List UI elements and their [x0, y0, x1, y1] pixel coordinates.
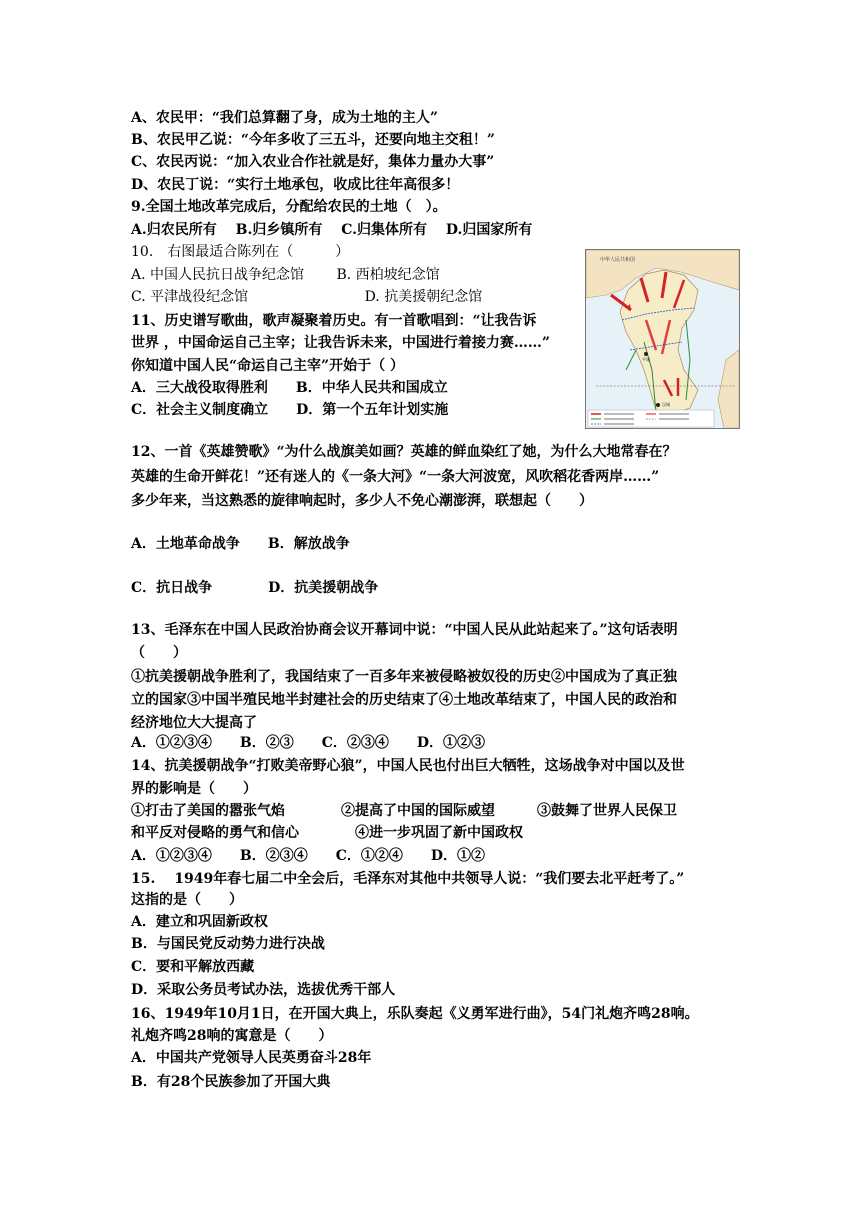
text-line: A.归农民所有 B.归乡镇所有 C.归集体所有 D.归国家所有: [131, 222, 533, 238]
text-line: A．中国共产党领导人民英勇奋斗28年: [131, 1050, 372, 1066]
text-line: 世界 ，中国命运自己主宰；让我告诉未来，中国进行着接力赛……”: [131, 335, 550, 351]
text-line: C．社会主义制度确立 D．第一个五年计划实施: [131, 402, 449, 418]
text-line: 多少年来，当这熟悉的旋律响起时，多少人不免心潮澎湃，联想起（ ）: [131, 493, 593, 509]
text-line: 经济地位大大提高了: [131, 715, 257, 731]
text-line: （ ）: [131, 645, 187, 661]
text-line: B．有28个民族参加了开国大典: [131, 1074, 331, 1090]
text-line: 14、抗美援朝战争“打败美帝野心狼”，中国人民也付出巨大牺牲，这场战争对中国以及世: [131, 758, 685, 774]
text-line: ①抗美援朝战争胜利了，我国结束了一百多年来被侵略被奴役的历史②中国成为了真正独: [131, 669, 677, 685]
text-line: A．三大战役取得胜利 B．中华人民共和国成立: [131, 380, 448, 396]
text-line: 礼炮齐鸣28响的寓意是（ ）: [131, 1028, 333, 1044]
korean-war-map-figure: [585, 249, 740, 429]
text-line: 11、历史谱写歌曲，歌声凝聚着历史。有一首歌唱到：“让我告诉: [131, 313, 537, 329]
text-line: 英雄的生命开鲜花！”还有迷人的《一条大河》“一条大河波宽，风吹稻花香两岸……”: [131, 469, 660, 485]
text-line: ①打击了美国的嚣张气焰 ②提高了中国的国际威望 ③鼓舞了世界人民保卫: [131, 803, 677, 819]
text-line: 10. 右图最适合陈列在（ ）: [131, 244, 350, 260]
text-line: B、农民甲乙说：“今年多收了三五斗，还要向地主交租！”: [131, 132, 495, 148]
map-label-seoul: 汉城: [662, 402, 670, 407]
text-line: 15. 1949年春七届二中全会后，毛泽东对其他中共领导人说：“我们要去北平赶考了。”: [131, 871, 685, 887]
map-label-pyongyang: 平壤: [642, 357, 650, 362]
text-line: 13、毛泽东在中国人民政治协商会议开幕词中说：“中国人民从此站起来了。”这句话表明: [131, 622, 678, 638]
text-line: D．采取公务员考试办法，选拔优秀干部人: [131, 982, 396, 998]
text-line: C．抗日战争 D．抗美援朝战争: [131, 580, 379, 596]
text-line: C. 平津战役纪念馆 D. 抗美援朝纪念馆: [131, 289, 483, 305]
text-line: 9.全国土地改革完成后，分配给农民的土地（ ）。: [131, 199, 447, 215]
text-line: 你知道中国人民“命运自己主宰”开始于（ ）: [131, 358, 404, 374]
text-line: C．要和平解放西藏: [131, 959, 255, 975]
text-line: 这指的是（ ）: [131, 892, 243, 908]
text-line: A. 中国人民抗日战争纪念馆 B. 西柏坡纪念馆: [131, 267, 440, 283]
text-line: 和平反对侵略的勇气和信心 ④进一步巩固了新中国政权: [131, 825, 523, 841]
text-line: 16、1949年10月1日，在开国大典上，乐队奏起《义勇军进行曲》，54门礼炮齐鸣28响。: [131, 1006, 699, 1022]
text-line: 立的国家③中国半殖民地半封建社会的历史结束了④土地改革结束了，中国人民的政治和: [131, 692, 677, 708]
text-line: 界的影响是（ ）: [131, 781, 257, 797]
text-line: A．①②③④ B．②③ C．②③④ D．①②③: [131, 735, 485, 751]
text-line: A．土地革命战争 B．解放战争: [131, 536, 350, 552]
text-line: D、农民丁说：“实行土地承包，收成比往年高很多！: [131, 177, 460, 193]
map-title: 中华人民共和国: [600, 257, 636, 263]
text-line: B．与国民党反动势力进行决战: [131, 936, 325, 952]
text-line: 12、一首《英雄赞歌》“为什么战旗美如画？英雄的鲜血染红了她，为什么大地常春在？: [131, 444, 677, 460]
text-line: A、农民甲：“我们总算翻了身，成为土地的主人”: [131, 110, 438, 126]
text-line: A．建立和巩固新政权: [131, 914, 268, 930]
text-line: C、农民丙说：“加入农业合作社就是好，集体力量办大事”: [131, 154, 495, 170]
text-line: A．①②③④ B．②③④ C．①②④ D．①②: [131, 848, 485, 864]
